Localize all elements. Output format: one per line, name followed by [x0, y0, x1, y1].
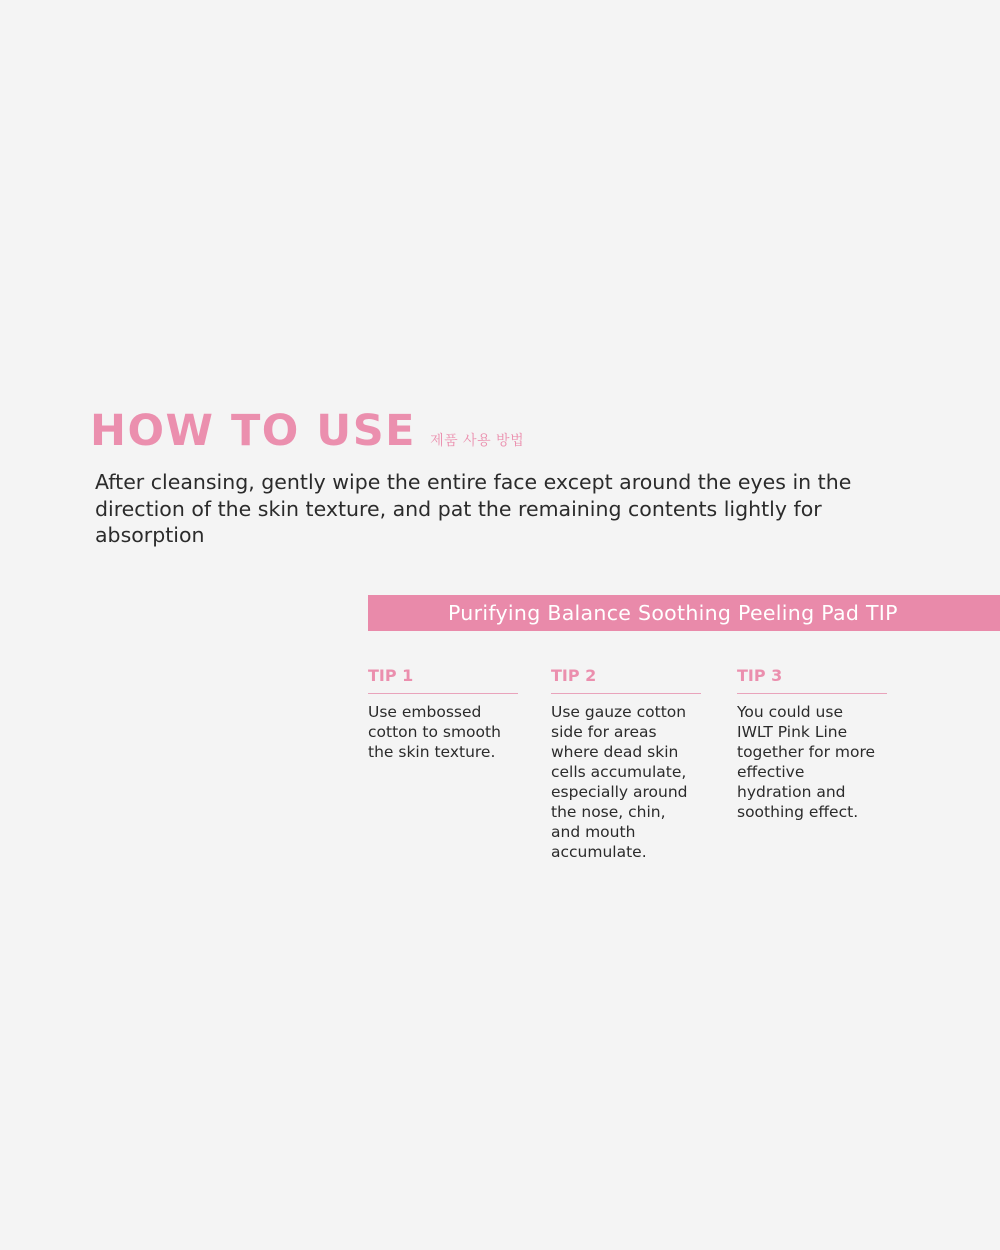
tip-3	[737, 665, 887, 822]
tip-1	[368, 665, 518, 762]
tip-2	[551, 665, 701, 862]
page-title: HOW TO USE	[90, 406, 417, 456]
tip-3-label: TIP 3	[737, 665, 887, 694]
tip-1-label: TIP 1	[368, 665, 518, 694]
tip-2-text: Use gauze cotton side for areas where dead skin cells accumulate, especially around the nose, chin, and mouth accumulate.	[551, 703, 688, 861]
how-to-use-heading	[90, 404, 524, 458]
tip-2-label: TIP 2	[551, 665, 701, 694]
tip-banner-text: Purifying Balance Soothing Peeling Pad TIP	[448, 601, 898, 625]
page-subtitle-korean: 제품 사용 방법	[430, 433, 525, 449]
usage-instructions: After cleansing, gently wipe the entire face except around the eyes in the direction of the skin texture, and pat the remaining contents lightly for absorption	[95, 470, 852, 547]
tip-1-text: Use embossed cotton to smooth the skin texture.	[368, 703, 501, 761]
tip-banner	[368, 595, 1000, 631]
tip-3-text: You could use IWLT Pink Line together for more effective hydration and soothing effect.	[737, 703, 876, 821]
